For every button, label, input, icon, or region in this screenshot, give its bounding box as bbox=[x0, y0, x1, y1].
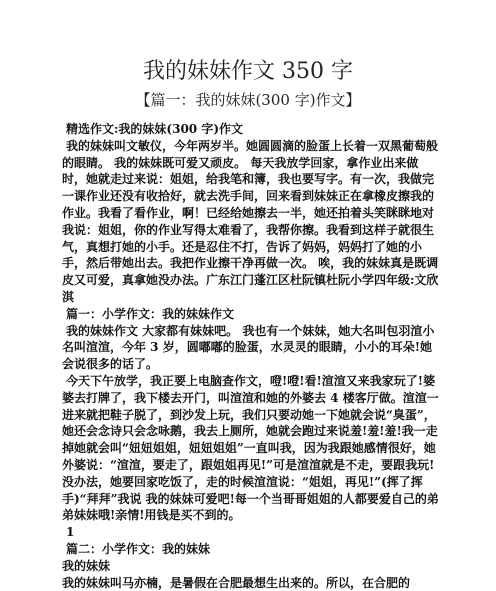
paragraph: 我的妹妹作文 大家都有妹妹吧。 我也有一个妹妹，她大名叫包羽渲小名叫渲渲，今年 3 岁，圆嘟嘟的脸蛋，水灵灵的眼睛，小小的耳朵!她会说很多的话了。 bbox=[62, 323, 435, 372]
page-number: 1 bbox=[66, 525, 75, 540]
paragraph-heading: 精选作文:我的妹妹(300 字)作文 bbox=[66, 122, 244, 136]
paragraph: 我的妹妹叫马亦楠，是暑假在合肥最想生出来的。所以，在合肥的 bbox=[62, 575, 411, 590]
section-heading: 篇二：小学作文：我的妹妹 bbox=[66, 541, 211, 556]
document-title: 我的妹妹作文 350 字 bbox=[143, 59, 353, 84]
document-body bbox=[62, 121, 442, 591]
paragraph-heading: 我的妹妹 bbox=[62, 558, 111, 573]
paragraph: 我的妹妹叫文敏仪，今年两岁半。她圆圆滴的脸蛋上长着一双黑葡萄般的眼睛。 我的妹妹既可爱又顽皮。 每天我放学回家，拿作业出来做时，她就走过来说：姐姐，给我笔和簿，我也要写字。有一次，我做完一课作业还没有收拾好，就去洗手间，回来看到妹妹正在拿橡皮擦我的作业。我看了看作业，啊！已经给她擦去一半，她还拍着头笑眯眯地对我说：姐姐，你的作业写得太难看了，我帮你擦。我看到这样子就很生气，真想打她的小手。还是忍住不打，告诉了妈妈，妈妈打了她的小手，然后带她出去。我把作业擦干净再做一次。 唉，我的妹妹真是既调皮又可爱，真拿她没办法。广东江门蓬江区杜阮镇杜阮小学四年级:文欣淇 bbox=[62, 138, 439, 304]
document-subtitle: 【篇一：我的妹妹(300 字)作文】 bbox=[135, 91, 361, 109]
paragraph: 今天下午放学，我正要上电脑查作文，噔!噔!看!渲渲又来我家玩了!婆婆去打牌了，我下楼去开门，叫渲渲和她的外婆去 4 楼客厅做。渲渲一进来就把鞋子脱了，到沙发上玩，我们只要动她一下她就会说“臭蛋”，她还会念诗只会念咏鹅，我去上厕所，她就会跑过来说羞!羞!羞!我一走掉她就会叫“妞妞姐姐，妞妞姐姐”一直叫我，因为我跟她感情很好，她外婆说：“渲渲，要走了，跟姐姐再见!”可是渲渲就是不走，要跟我玩!没办法，她要回家吃饭了，走的时候渲渲说：“姐姐，再见!”(挥了挥手)“拜拜”我说 我的妹妹可爱吧!每一个当哥哥姐姐的人都要爱自己的弟弟妹妹哦!亲情!用钱是买不到的。 bbox=[62, 373, 439, 523]
section-heading: 篇一：小学作文：我的妹妹作文 bbox=[66, 306, 235, 321]
